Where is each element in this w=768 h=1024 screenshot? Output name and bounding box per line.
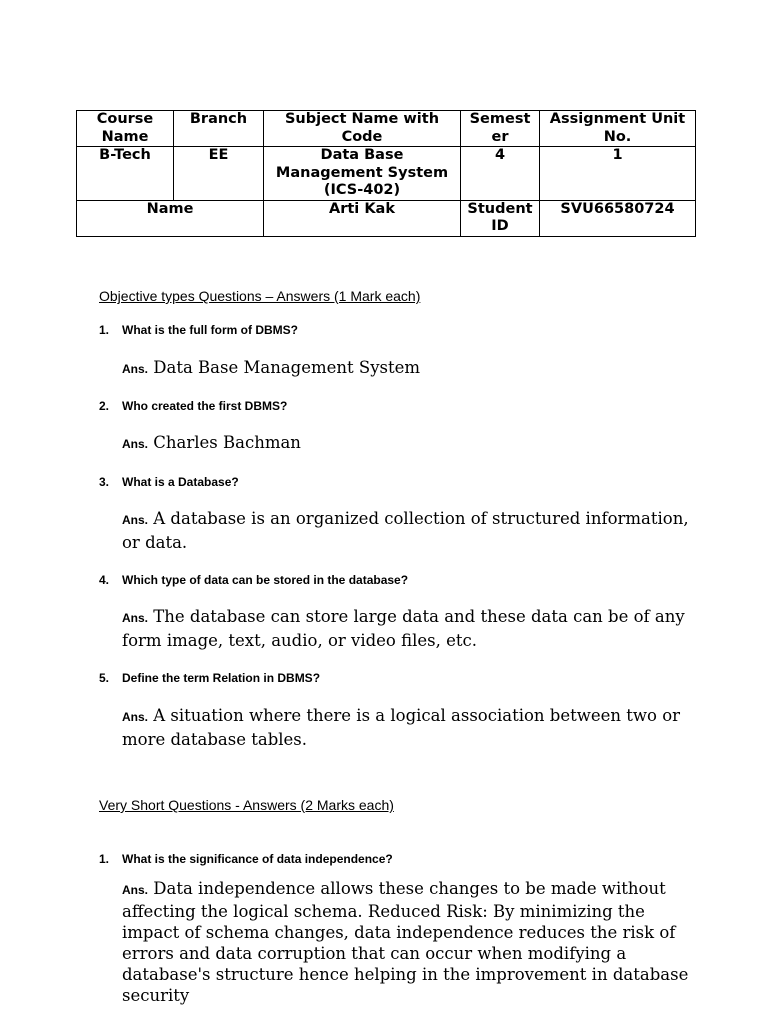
semester-value: 4 [461, 147, 540, 201]
branch-value: EE [174, 147, 264, 201]
name-value: Arti Kak [264, 200, 461, 236]
course-value: B-Tech [77, 147, 174, 201]
header-subject: Subject Name with Code [264, 111, 461, 147]
short-section-title: Very Short Questions - Answers (2 Marks each) [99, 797, 394, 813]
answer-2: Ans. Charles Bachman [122, 433, 301, 452]
objective-section-title: Objective types Questions – Answers (1 Mark each) [99, 288, 421, 304]
answer-5: Ans. A situation where there is a logical association between two or more database tables. [122, 706, 681, 749]
name-label: Name [77, 200, 264, 236]
header-course-name: Course Name [77, 111, 174, 147]
question-5: 5. Define the term Relation in DBMS? [99, 671, 321, 685]
question-1: 1. What is the full form of DBMS? [99, 323, 298, 337]
short-question-1: 1. What is the significance of data independence? [99, 852, 393, 866]
question-3: 3. What is a Database? [99, 475, 239, 489]
student-id-value: SVU66580724 [540, 200, 696, 236]
unit-value: 1 [540, 147, 696, 201]
student-info-table [76, 110, 696, 237]
question-2: 2. Who created the first DBMS? [99, 399, 288, 413]
answer-3: Ans. A database is an organized collection of structured information, or data. [122, 509, 689, 552]
header-semester: Semester [461, 111, 540, 147]
short-answer-1: Ans. Data independence allows these changes to be made without affecting the logical schema. Reduced Risk: By minimizing the impact of schema changes, data independence reduces the risk of errors and data corruption that can occur when modifying a database's structure hence helping in the improvement in database security [122, 879, 689, 1005]
subject-value: Data Base Management System (ICS-402) [264, 147, 461, 201]
question-4: 4. Which type of data can be stored in the database? [99, 573, 409, 587]
header-assignment-unit: Assignment Unit No. [540, 111, 696, 147]
header-branch: Branch [174, 111, 264, 147]
answer-1: Ans. Data Base Management System [122, 358, 421, 377]
student-id-label: Student ID [461, 200, 540, 236]
answer-4: Ans. The database can store large data and these data can be of any form image, text, audio, or video files, etc. [122, 607, 685, 650]
